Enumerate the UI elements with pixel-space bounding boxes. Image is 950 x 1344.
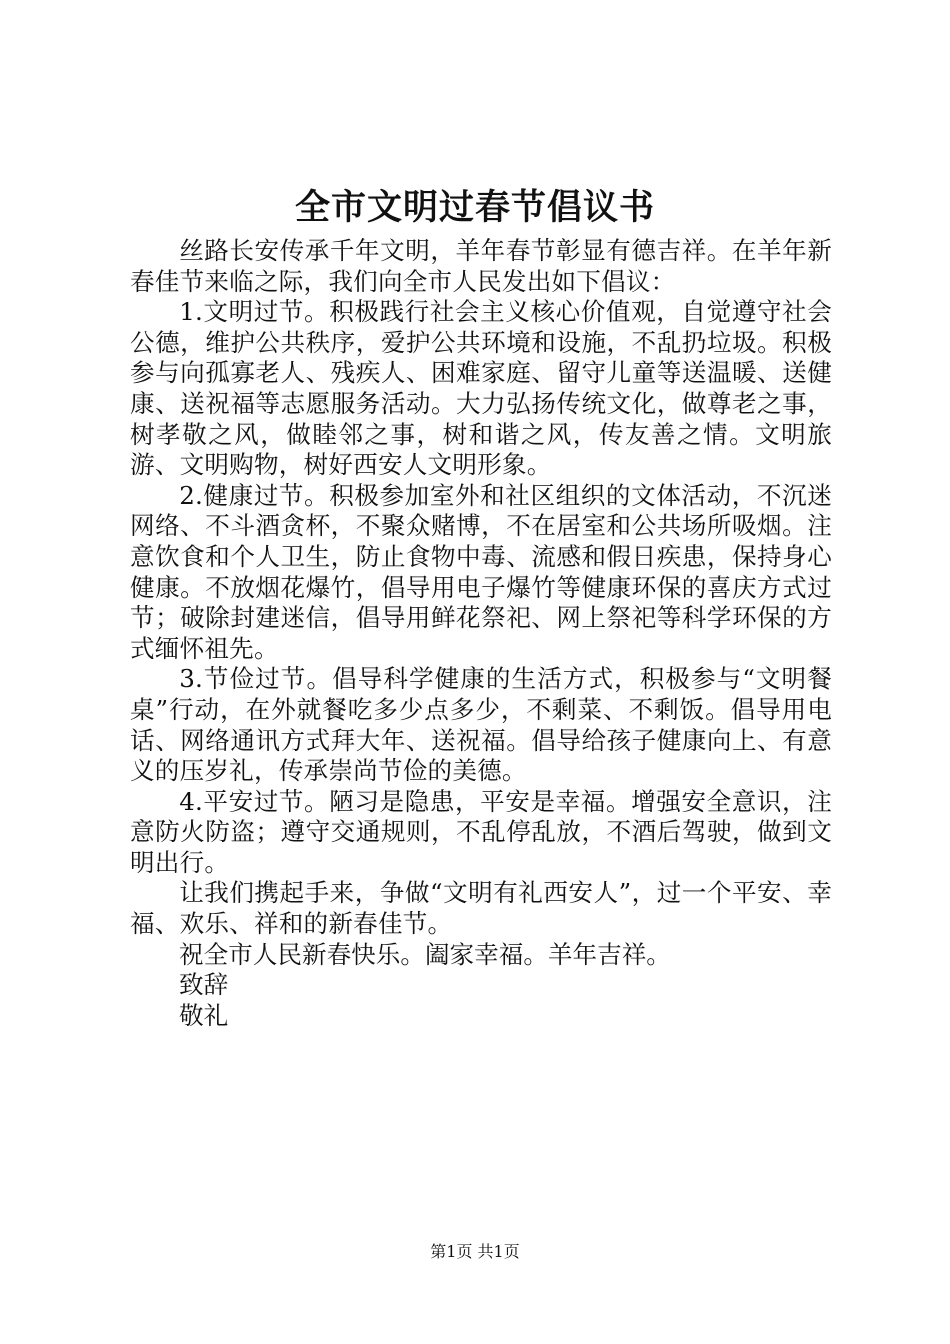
closing-jingli: 敬礼 — [179, 1000, 229, 1030]
proposal-safe: 4.平安过节。陋习是隐患，平安是幸福。增强安全意识，注意防火防盗；遵守交通规则，不乱停乱放，不酒后驾驶，做到文明出行。 — [130, 786, 832, 877]
proposal-civilized: 1.文明过节。积极践行社会主义核心价值观，自觉遵守社会公德，维护公共秩序，爱护公共环境和设施，不乱扔垃圾。积极参与向孤寡老人、残疾人、困难家庭、留守儿童等送温暖、送健康、送祝福等志愿服务活动。大力弘扬传统文化，做尊老之事，树孝敬之风，做睦邻之事，树和谐之风，传友善之情。文明旅游、文明购物，树好西安人文明形象。 — [130, 297, 832, 480]
document-title: 全市文明过春节倡议书 — [294, 188, 655, 228]
call-to-action-paragraph: 让我们携起手来，争做“文明有礼西安人”，过一个平安、幸福、欢乐、祥和的新春佳节。 — [130, 878, 832, 939]
page-footer: 第1页 共1页 — [430, 1242, 520, 1261]
proposal-frugal: 3.节俭过节。倡导科学健康的生活方式，积极参与“文明餐桌”行动，在外就餐吃多少点多少，不剩菜、不剩饭。倡导用电话、网络通讯方式拜大年、送祝福。倡导给孩子健康向上、有意义的压岁礼，传承崇尚节俭的美德。 — [130, 664, 832, 786]
document-body — [130, 236, 832, 1031]
closing-wishes: 祝全市人民新春快乐。阖家幸福。羊年吉祥。 — [179, 939, 671, 969]
closing-zhici: 致辞 — [179, 970, 229, 1000]
proposal-healthy: 2.健康过节。积极参加室外和社区组织的文体活动，不沉迷网络、不斗酒贪杯，不聚众赌博，不在居室和公共场所吸烟。注意饮食和个人卫生，防止食物中毒、流感和假日疾患，保持身心健康。不放烟花爆竹，倡导用电子爆竹等健康环保的喜庆方式过节；破除封建迷信，倡导用鲜花祭祀、网上祭祀等科学环保的方式缅怀祖先。 — [130, 480, 832, 663]
intro-paragraph: 丝路长安传承千年文明，羊年春节彰显有德吉祥。在羊年新春佳节来临之际，我们向全市人民发出如下倡议： — [130, 236, 832, 296]
